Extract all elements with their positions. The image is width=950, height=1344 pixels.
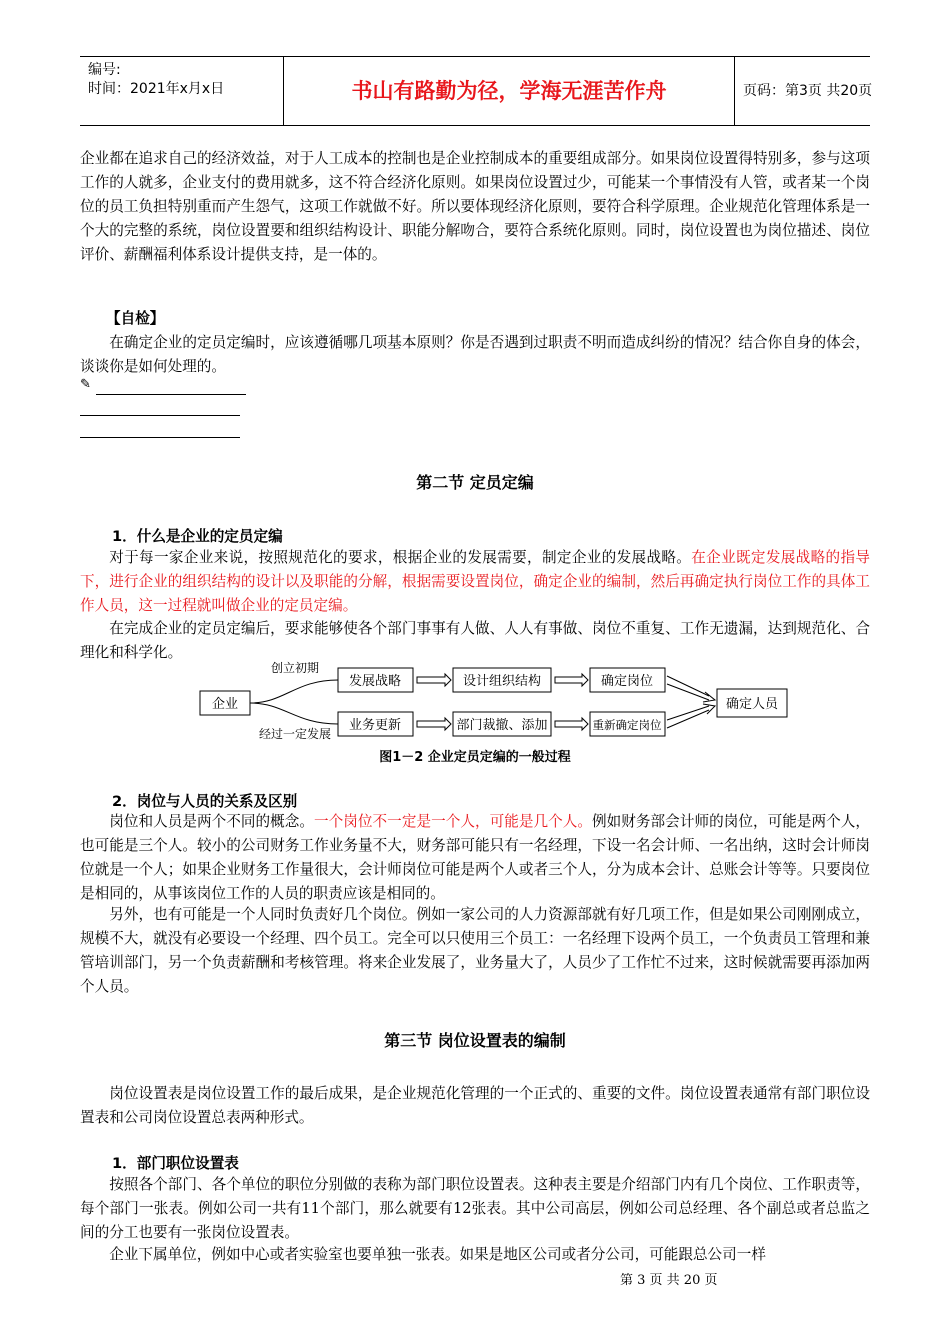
- answer-line-1[interactable]: [96, 394, 246, 395]
- label-developed: 经过一定发展: [258, 727, 332, 741]
- intro-paragraph: 企业都在追求自己的经济效益，对于人工成本的控制也是企业控制成本的重要组成部分。如果岗位设置得特别多，参与这项工作的人就多，企业支付的费用就多，这不符合经济化原则。如果岗位设置过少，可能某一个事情没有人管，或者某一个岗位的员工负担特别重而产生怨气，这项工作就做不好。所以要体现经济化原则，要符合科学原理。企业规范化管理体系是一个大的完整的系统，岗位设置要和组织结构设计、职能分解吻合，要符合系统化原则。同时，岗位设置也为岗位描述、岗位评价、薪酬福利体系设计提供支持，是一体的。: [80, 150, 870, 263]
- page-footer: 第 3 页 共 20 页: [620, 1273, 718, 1288]
- header-page-info: 页码：第3页 共20页: [743, 83, 873, 99]
- section3-sub1-para1: 按照各个部门、各个单位的职位分别做的表称为部门职位设置表。这种表主要是介绍部门内有几个岗位、工作职责等，每个部门一张表。例如公司一共有11个部门，那么就要有12张表。其中公司高层，例如公司总经理、各个副总或者总监之间的分工也要有一张岗位设置表。: [80, 1176, 870, 1241]
- section3-sub1-para2: 企业下属单位，例如中心或者实验室也要单独一张表。如果是地区公司或者分公司，可能跟总公司一样: [109, 1246, 766, 1263]
- para-normal-text: 例如财务部会计师的岗位，可能是两个人，也可能是三个人。较小的公司财务工作业务量不大，财务部可能只有一名经理，下设一名会计师、一名出纳，这时会计师岗位就是一个人；如果企业财务工作量很大，会计师岗位可能是两个人或者三个人，分为成本会计、总账会计等等。只要岗位是相同的，从事该岗位工作的人员的职责应该是相同的。: [80, 813, 870, 902]
- section2-sub2-title: 2．岗位与人员的关系及区别: [112, 793, 298, 810]
- arrow-5: [667, 676, 715, 702]
- section2-title: 第二节 定员定编: [416, 473, 534, 492]
- box-enterprise-label: 企业: [211, 697, 239, 712]
- box-reconfirm-label: 重新确定岗位: [592, 718, 662, 732]
- section2-sub2-para2: 另外，也有可能是一个人同时负责好几个岗位。例如一家公司的人力资源部就有好几项工作，但是如果公司刚刚成立，规模不大，就没有必要设一个经理、四个员工。完全可以只使用三个员工：一名经理下设两个员工，一个负责员工管理和兼管培训部门，另一个负责薪酬和考核管理。将来企业发展了，业务量大了，人员少了工作忙不过来，这时候就需要再添加两个人员。: [80, 906, 870, 995]
- arrow-3: [417, 718, 451, 730]
- section2-sub2-para1: [80, 810, 870, 906]
- branch-top: [250, 680, 338, 703]
- self-check-question: 在确定企业的定员定编时，应该遵循哪几项基本原则？你是否遇到过职责不明而造成纠纷的情况？结合你自身的体会，谈谈你是如何处理的。: [80, 334, 870, 375]
- section2-sub1-para1: [80, 546, 870, 618]
- arrow-4: [555, 718, 588, 730]
- para-highlight-text: 在企业既定发展战略的指导下，进行企业的组织结构的设计以及职能的分解，根据需要设置岗位，确定企业的编制，然后再确定执行岗位工作的具体工作人员，这一过程就叫做企业的定员定编。: [80, 549, 870, 614]
- answer-line-3[interactable]: [80, 437, 240, 438]
- time-label: 时间：2021年x月x日: [88, 81, 225, 97]
- arrow-1: [417, 674, 451, 686]
- page-header: [80, 56, 873, 126]
- self-check-title: 【自检】: [106, 310, 165, 327]
- box-design-label: 设计组织结构: [462, 674, 542, 689]
- arrow-6: [667, 704, 715, 728]
- box-strategy-label: 发展战略: [348, 674, 402, 689]
- section3-title: 第三节 岗位设置表的编制: [384, 1031, 566, 1050]
- box-confirm-post-label: 确定岗位: [600, 674, 654, 689]
- branch-bottom: [250, 703, 338, 724]
- process-diagram: [195, 658, 795, 743]
- answer-line-2[interactable]: [80, 415, 240, 416]
- section2-sub1-para2: 在完成企业的定员定编后，要求能够使各个部门事事有人做、人人有事做、岗位不重复、工作无遗漏，达到规范化、合理化和科学化。: [80, 620, 870, 661]
- pen-icon: ✎: [80, 377, 91, 392]
- para-normal-text: 对于每一家企业来说，按照规范化的要求，根据企业的发展需要，制定企业的发展战略。: [109, 549, 692, 566]
- section2-sub1-title: 1．什么是企业的定员定编: [112, 528, 283, 545]
- section3-para1: 岗位设置表是岗位设置工作的最后成果，是企业规范化管理的一个正式的、重要的文件。岗位设置表通常有部门职位设置表和公司岗位设置总表两种形式。: [80, 1085, 870, 1126]
- header-motto: 书山有路勤为径，学海无涯苦作舟: [283, 57, 735, 125]
- para-normal-text: 岗位和人员是两个不同的概念。: [109, 813, 315, 830]
- header-meta: [88, 61, 283, 99]
- figure-caption: 图1－2 企业定员定编的一般过程: [379, 750, 571, 765]
- box-staff-label: 确定人员: [725, 697, 779, 712]
- section3-sub1-title: 1．部门职位设置表: [112, 1155, 239, 1172]
- arrow-2: [555, 674, 588, 686]
- box-dept-label: 部门裁撤、添加: [456, 718, 548, 733]
- para-highlight-text: 一个岗位不一定是一个人，可能是几个人。: [314, 813, 593, 830]
- number-label: 编号:: [88, 62, 121, 78]
- box-business-label: 业务更新: [348, 718, 402, 733]
- label-early: 创立初期: [270, 661, 320, 675]
